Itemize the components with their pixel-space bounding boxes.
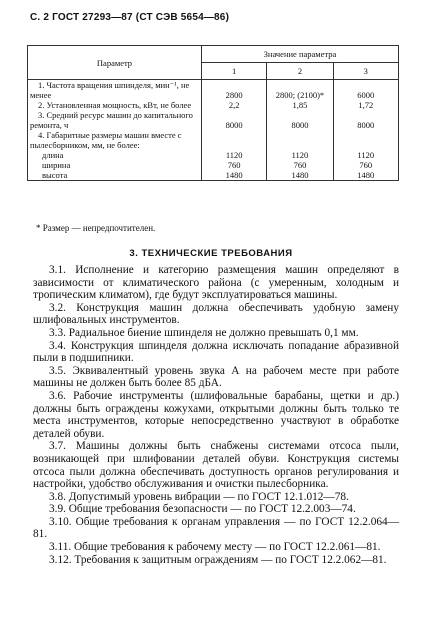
column-1-header: 1: [201, 63, 266, 80]
cell-value: 1480: [333, 170, 398, 181]
row-label: 1. Частота вращения шпинделя, мин⁻¹, не менее: [28, 80, 202, 101]
paragraph-3-11: 3.11. Общие требования к рабочему месту — по ГОСТ 12.2.061—81.: [49, 541, 381, 554]
footnote: * Размер — непредпочтителен.: [36, 223, 156, 233]
table-row: [28, 160, 399, 170]
row-label: 3. Средний ресурс машин до капитального ремонта, ч: [28, 110, 202, 130]
cell-value: 1120: [333, 150, 398, 160]
table-row: [28, 110, 399, 130]
cell-value: 8000: [267, 110, 333, 130]
paragraph-3-8: 3.8. Допустимый уровень вибрации — по ГОСТ 12.1.012—78.: [49, 490, 349, 503]
section-title: 3. ТЕХНИЧЕСКИЕ ТРЕБОВАНИЯ: [129, 248, 293, 259]
cell-value: 1,85: [267, 100, 333, 110]
row-label: 4. Габаритные размеры машин вместе с пылесборником, мм, не более:: [28, 130, 202, 150]
row-label: ширина: [28, 160, 202, 170]
cell-value: [201, 130, 266, 150]
paragraph-3-3: 3.3. Радиальное биение шпинделя не должно превышать 0,1 мм.: [49, 326, 359, 339]
paragraph-3-4: 3.4. Конструкция шпинделя должна исключать попадание абразивной пыли в подшипники.: [33, 339, 399, 365]
cell-value: 760: [333, 160, 398, 170]
cell-value: [333, 130, 398, 150]
column-3-header: 3: [333, 63, 398, 80]
cell-value: 1480: [201, 170, 266, 181]
cell-value: 1120: [267, 150, 333, 160]
paragraph-3-10: 3.10. Общие требования к органам управления — по ГОСТ 12.2.064—81.: [33, 515, 399, 541]
cell-value: 2800: [201, 80, 266, 101]
paragraph-3-12: 3.12. Требования к защитным ограждениям — по ГОСТ 12.2.062—81.: [49, 553, 387, 566]
cell-value: 2,2: [201, 100, 266, 110]
value-column-header: Значение параметра: [201, 46, 398, 63]
cell-value: 8000: [201, 110, 266, 130]
table-row: [28, 150, 399, 160]
cell-value: 760: [267, 160, 333, 170]
column-2-header: 2: [267, 63, 333, 80]
row-label: длина: [28, 150, 202, 160]
table-row: [28, 170, 399, 181]
paragraph-3-7: 3.7. Машины должны быть снабжены системами отсоса пыли, возникающей при шлифовании деталей обуви. Конструкция системы отсоса пыли должна обеспечивать доступность органов регулирования и настройки, удобство обслуживания и очистки пылесборника.: [33, 440, 399, 491]
cell-value: 1120: [201, 150, 266, 160]
paragraph-3-5: 3.5. Эквивалентный уровень звука А на рабочем месте при работе машины не должен быть более 85 дБА.: [33, 364, 399, 390]
row-label: 2. Установленная мощность, кВт, не более: [28, 100, 202, 110]
param-column-header: Параметр: [28, 46, 202, 80]
table-row: [28, 100, 399, 110]
cell-value: [267, 130, 333, 150]
cell-value: 1,72: [333, 100, 398, 110]
cell-value: 8000: [333, 110, 398, 130]
table-row: [28, 80, 399, 101]
requirements-text: [33, 264, 399, 566]
parameters-table: [27, 45, 399, 181]
table-row: [28, 130, 399, 150]
paragraph-3-9: 3.9. Общие требования безопасности — по ГОСТ 12.2.003—74.: [49, 503, 356, 516]
page-header: С. 2 ГОСТ 27293—87 (СТ СЭВ 5654—86): [30, 12, 230, 23]
paragraph-3-6: 3.6. Рабочие инструменты (шлифовальные барабаны, щетки и др.) должны быть ограждены кожухами, открытыми должны быть только те места инструментов, которые непосредственно участвуют в обработке деталей обуви.: [33, 389, 399, 440]
cell-value: 6000: [333, 80, 398, 101]
cell-value: 1480: [267, 170, 333, 181]
cell-value: 760: [201, 160, 266, 170]
paragraph-3-1: 3.1. Исполнение и категорию размещения машин определяют в зависимости от климатического района (с умеренным, холодным и тропическим климатом), где будут эксплуатироваться машины.: [33, 264, 399, 302]
row-label: высота: [28, 170, 202, 181]
cell-value: 2800; (2100)*: [267, 80, 333, 101]
paragraph-3-2: 3.2. Конструкция машин должна обеспечивать удобную замену шлифовальных инструментов.: [33, 301, 399, 327]
